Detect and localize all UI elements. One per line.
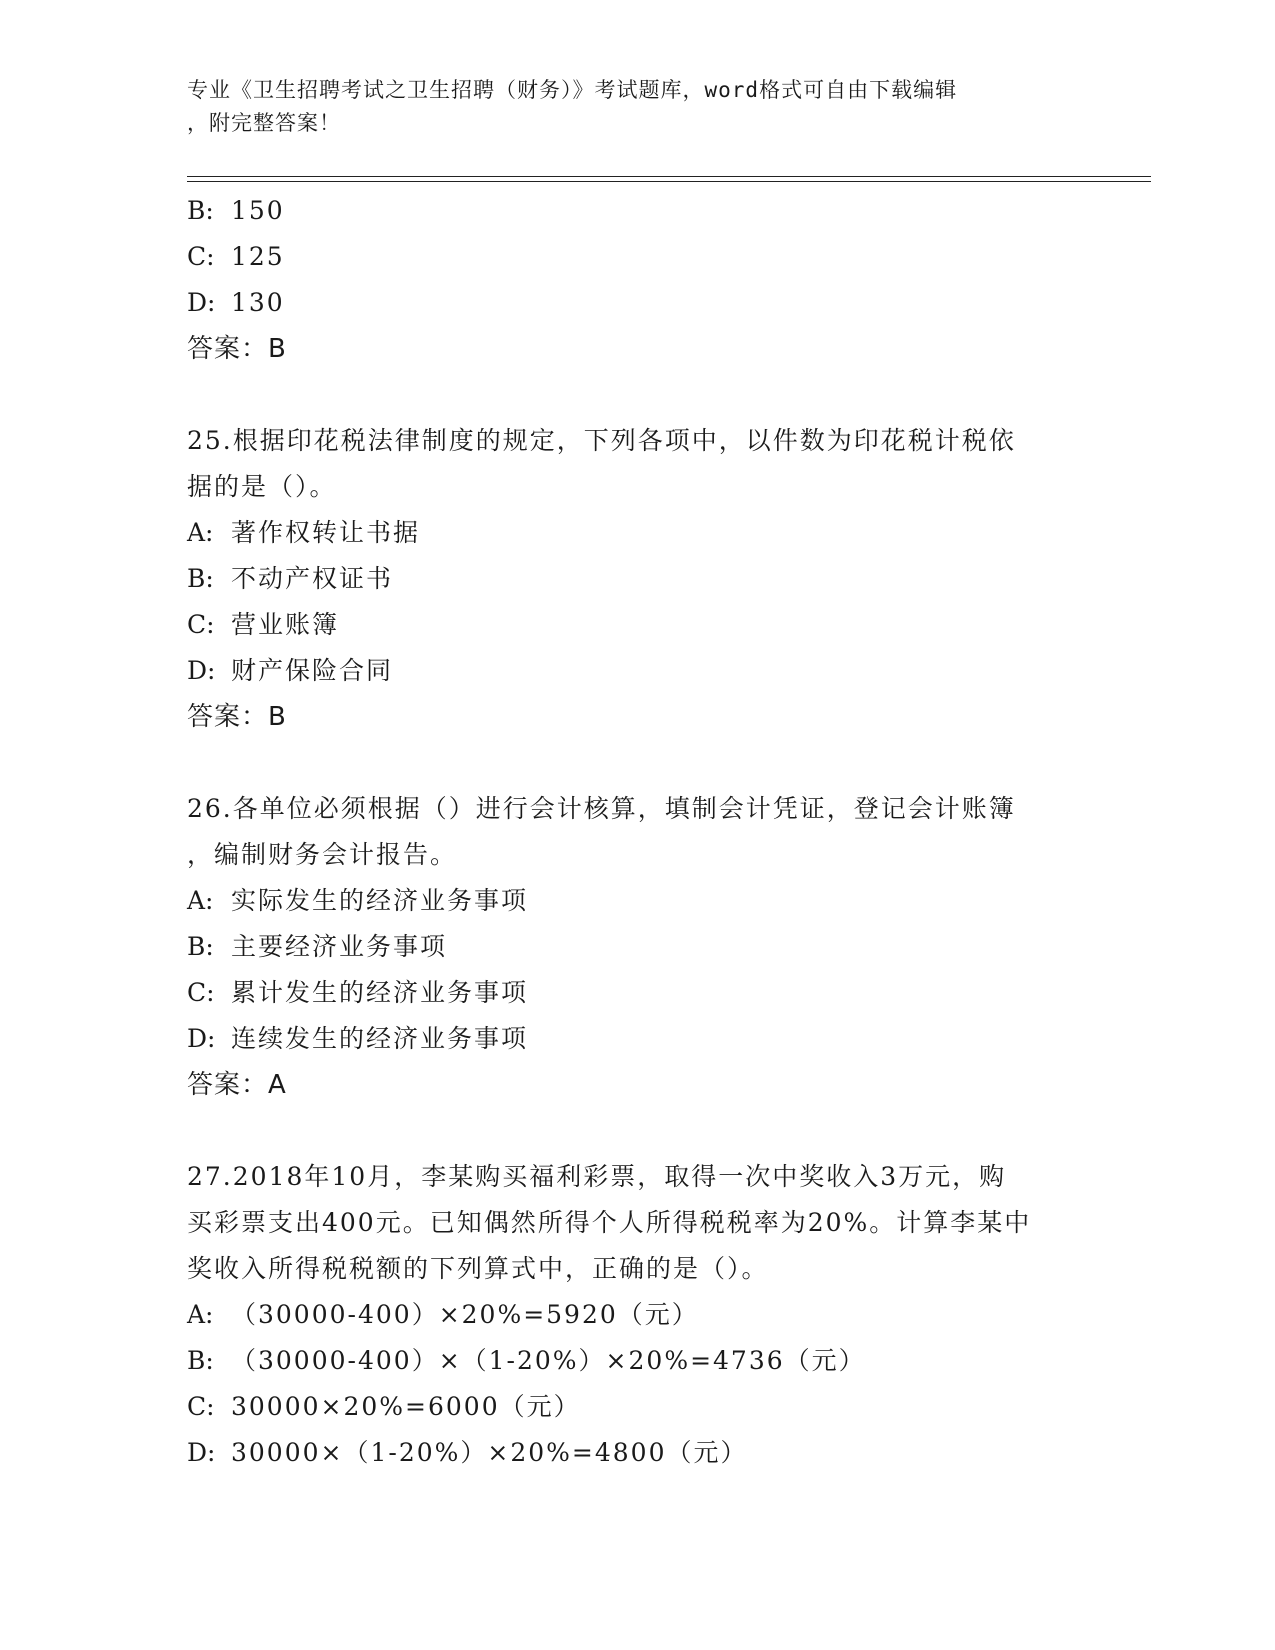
option-label: B: bbox=[187, 932, 214, 961]
option-label: A: bbox=[187, 1300, 214, 1329]
option-c bbox=[187, 1384, 1087, 1430]
option-label: C: bbox=[187, 978, 215, 1007]
question-27 bbox=[187, 1154, 1087, 1476]
question-stem-line: 27.2018年10月，李某购买福利彩票，取得一次中奖收入3万元，购 bbox=[187, 1162, 1007, 1191]
option-d bbox=[187, 648, 1087, 694]
question-stem-line: 据的是（）。 bbox=[187, 472, 337, 501]
spacer bbox=[187, 372, 1087, 418]
question-stem-line: 买彩票支出400元。已知偶然所得个人所得税税率为20%。计算李某中 bbox=[187, 1208, 1032, 1237]
option-label: D: bbox=[187, 1024, 216, 1053]
option-c bbox=[187, 602, 1087, 648]
option-text: 130 bbox=[231, 288, 285, 317]
option-text: 财产保险合同 bbox=[231, 656, 394, 685]
option-b bbox=[187, 1338, 1087, 1384]
option-label: B: bbox=[187, 196, 214, 225]
spacer bbox=[187, 740, 1087, 786]
header-line-1: 专业《卫生招聘考试之卫生招聘（财务）》考试题库，word格式可自由下载编辑 bbox=[187, 78, 958, 102]
option-label: D: bbox=[187, 656, 216, 685]
option-text: 不动产权证书 bbox=[231, 564, 394, 593]
option-text: 累计发生的经济业务事项 bbox=[231, 978, 529, 1007]
option-label: C: bbox=[187, 1392, 215, 1421]
question-stem-line: 26.各单位必须根据（）进行会计核算，填制会计凭证，登记会计账簿 bbox=[187, 794, 1016, 823]
question-24 bbox=[187, 188, 1087, 372]
option-text: 连续发生的经济业务事项 bbox=[231, 1024, 529, 1053]
option-a bbox=[187, 510, 1087, 556]
question-25 bbox=[187, 418, 1087, 740]
option-b bbox=[187, 556, 1087, 602]
header-line-2: ，附完整答案！ bbox=[187, 111, 341, 135]
option-d bbox=[187, 280, 1087, 326]
header-rule-top bbox=[187, 176, 1151, 177]
option-c bbox=[187, 970, 1087, 1016]
question-26 bbox=[187, 786, 1087, 1108]
option-text: 营业账簿 bbox=[231, 610, 340, 639]
option-text: 著作权转让书据 bbox=[231, 518, 421, 547]
option-label: C: bbox=[187, 610, 215, 639]
option-text: （30000-400）×（1-20%）×20%=4736（元） bbox=[231, 1346, 866, 1375]
option-d bbox=[187, 1430, 1087, 1476]
option-label: C: bbox=[187, 242, 215, 271]
answer: 答案：B bbox=[187, 702, 287, 732]
option-label: B: bbox=[187, 1346, 214, 1375]
option-text: （30000-400）×20%=5920（元） bbox=[231, 1300, 699, 1329]
option-label: A: bbox=[187, 886, 214, 915]
header-rule-bottom bbox=[187, 181, 1151, 182]
option-text: 150 bbox=[231, 196, 285, 225]
option-label: D: bbox=[187, 1438, 216, 1467]
option-b bbox=[187, 924, 1087, 970]
answer: 答案：B bbox=[187, 334, 287, 364]
option-d bbox=[187, 1016, 1087, 1062]
option-text: 主要经济业务事项 bbox=[231, 932, 448, 961]
option-text: 30000×20%=6000（元） bbox=[231, 1392, 581, 1421]
spacer bbox=[187, 1108, 1087, 1154]
option-a bbox=[187, 878, 1087, 924]
document-header bbox=[187, 74, 1067, 140]
option-label: D: bbox=[187, 288, 216, 317]
option-c bbox=[187, 234, 1087, 280]
question-stem-line: 25.根据印花税法律制度的规定，下列各项中，以件数为印花税计税依 bbox=[187, 426, 1016, 455]
option-a bbox=[187, 1292, 1087, 1338]
option-b bbox=[187, 188, 1087, 234]
option-label: A: bbox=[187, 518, 214, 547]
option-text: 实际发生的经济业务事项 bbox=[231, 886, 529, 915]
option-text: 125 bbox=[231, 242, 285, 271]
option-label: B: bbox=[187, 564, 214, 593]
answer: 答案：A bbox=[187, 1070, 287, 1100]
question-stem-line: ，编制财务会计报告。 bbox=[187, 840, 458, 869]
question-list bbox=[187, 188, 1087, 1476]
question-stem-line: 奖收入所得税税额的下列算式中，正确的是（）。 bbox=[187, 1254, 769, 1283]
option-text: 30000×（1-20%）×20%=4800（元） bbox=[231, 1438, 748, 1467]
